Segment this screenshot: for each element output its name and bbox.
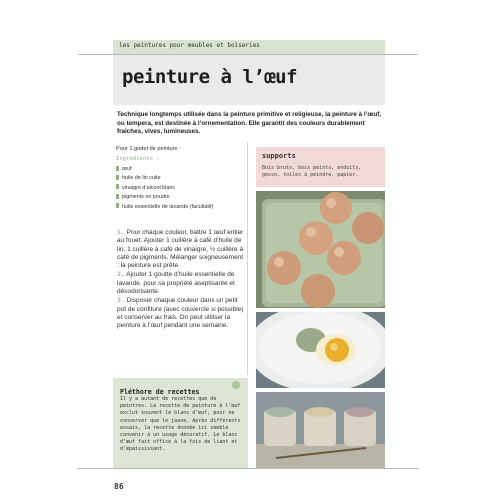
bullet-icon xyxy=(116,184,119,189)
paint-pots-photo xyxy=(256,392,385,468)
step-text: Ajouter 1 goutte d’huile essentielle de lavande, pour sa propriété aseptisante et désodorisante. xyxy=(117,271,235,296)
step-text: Disposer chaque couleur dans un petit pot de confiture (avec couvercle si possible) et conserver au frais. On peut utiliser la peinture à l’œuf pendant une semaine. xyxy=(117,297,244,330)
ingredient-label: œuf xyxy=(122,166,132,172)
list-item xyxy=(116,174,213,183)
bullet-icon xyxy=(116,194,119,199)
ingredients-list xyxy=(116,165,213,212)
bullet-icon xyxy=(116,175,119,180)
ingredient-label: vinaigre d’alcool blanc xyxy=(122,184,176,191)
supports-text: Bois bruts, bois peints, enduits, gesso, toiles à peindre, papier. xyxy=(262,165,362,179)
list-item xyxy=(116,165,213,174)
ingredient-label: huile essentielle de lavande (facultatif) xyxy=(122,203,214,210)
section-header: les peintures pour meubles et boiseries xyxy=(119,42,260,49)
list-item xyxy=(116,184,213,193)
recipe-steps xyxy=(117,228,245,331)
yolk-bowl-image xyxy=(256,312,385,388)
plethore-text: Il y a autant de recettes que de peintres. La recette de peinture à l’œuf exclut souvent le blanc d’œuf, pour ne conserver que le jaune. Après différents essais, la recette donnée ici semble convenir à un usage décoratif. Le blanc d’œuf fait office à la fois de liant et d’épaississant. xyxy=(120,396,241,453)
intro-paragraph: Technique longtemps utilisée dans la peinture primitive et religieuse, la peinture à l’œuf, ou tempera, est destinée à l’ornementation. Elle garantit des couleurs durablement fraîches, vives, lumineuses. xyxy=(117,111,382,136)
step-1 xyxy=(117,228,245,270)
step-number: 2. xyxy=(117,270,125,279)
eggs-carton-photo xyxy=(256,191,385,308)
footer-divider xyxy=(78,468,418,469)
list-item xyxy=(116,193,213,202)
yolk-bowl-photo xyxy=(256,312,385,388)
supports-title: supports xyxy=(262,152,296,160)
eggs-carton-image xyxy=(256,191,385,308)
ingredients-title: Ingrédients : xyxy=(116,156,160,162)
plethore-title: Pléthore de recettes xyxy=(120,388,200,396)
step-number: 3. xyxy=(117,296,125,305)
ingredient-label: pigments en poudre xyxy=(122,194,170,201)
paint-pots-image xyxy=(256,392,385,468)
step-number: 1. xyxy=(117,228,125,236)
step-text: Pour chaque couleur, battre 1 œuf entier au fouet. Ajouter 1 cuillère à café d’huile de lin, 1 cuillère à café de vinaigre, ½ cuillère à café de pigments. Mélanger soigneusement : la peinture est prête. xyxy=(117,229,244,270)
bullet-icon xyxy=(116,166,119,171)
step-2 xyxy=(117,270,245,296)
bullet-icon xyxy=(116,203,119,208)
leaf-icon xyxy=(232,381,240,389)
ingredient-label: huile de lin cuite xyxy=(122,175,161,182)
step-3 xyxy=(117,296,245,330)
page-number: 86 xyxy=(114,482,124,491)
list-item xyxy=(116,203,213,212)
recipe-quantity: Pour 1 godet de peinture : xyxy=(116,146,181,152)
page-title: peinture à l’œuf xyxy=(122,66,298,88)
